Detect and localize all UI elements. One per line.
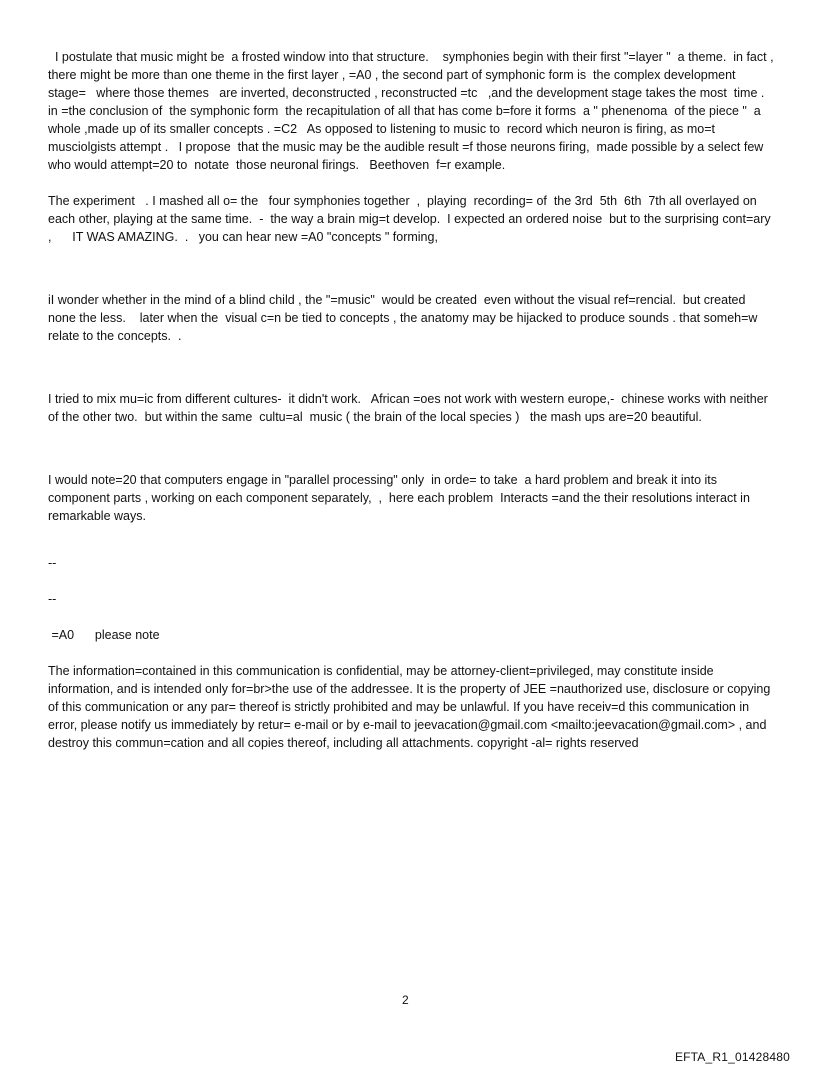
paragraph-blind-child: iI wonder whether in the mind of a blind child , the "=music" would be created even without the visual ref=rencial. but created none the less. later when the visual c=n be tied to concepts , the anatomy may be hijacked to produce sounds . that someh=w relate to the concepts. .: [48, 293, 761, 343]
signature-separator: --: [48, 556, 57, 570]
paragraph-parallel-processing: I would note=20 that computers engage in "parallel processing" only in orde= to take a hard problem and break it into its component parts , working on each component separately, , here each problem Interacts =and the their resolutions interact in remarkable ways.: [48, 473, 754, 523]
note-line: =A0 please note: [48, 628, 160, 642]
paragraph-music-structure: I postulate that music might be a frosted window into that structure. symphonies begin with their first "=layer " a theme. in fact , there might be more than one theme in the first layer , =A0 , the second part of symphonic form is the complex development stage= where those themes are inverted, deconstructed , reconstructed =tc ,and the development stage takes the most time . in =the conclusion of the symphonic form the recapitulation of all that has come b=fore it forms a " phenenoma of the piece " a whole ,made up of its smaller concepts . =C2 As opposed to listening to music to record which neuron is firing, as mo=t musciolgists attempt . I propose that the music may be the audible result =f those neurons firing, made possible by a select few who would attempt=20 to notate those neuronal firings. Beethoven f=r example.: [48, 50, 784, 172]
paragraph-cultures: I tried to mix mu=ic from different cultures- it didn't work. African =oes not work with western europe,- chinese works with neither of the other two. but within the same cultu=al music ( the brain of the local species ) the mash ups are=20 beautiful.: [48, 392, 772, 424]
signature-separator-second: --: [48, 592, 57, 606]
document-id-stamp: EFTA_R1_01428480: [674, 1050, 790, 1064]
paragraph-experiment: The experiment . I mashed all o= the four symphonies together , playing recording= of the 3rd 5th 6th 7th all overlayed on each other, playing at the same time. - the way a brain mig=t develop. I expected an ordered noise but to the surprising cont=ary , IT WAS AMAZING. . you can hear new =A0 "concepts " forming,: [48, 194, 775, 244]
page-number: 2: [402, 993, 409, 1007]
email-body: [48, 48, 784, 752]
confidentiality-notice: The information=contained in this communication is confidential, may be attorney-client=privileged, may constitute inside information, and is intended only for=br>the use of the addressee. It is the property of JEE =nauthorized use, disclosure or copying of this communication or any par= thereof is strictly prohibited and may be unlawful. If you have receiv=d this communication in error, please notify us immediately by retur= e-mail or by e-mail to jeevacation@gmail.com <mailto:jeevacation@gmail.com> , and destroy this commun=cation and all copies thereof, including all attachments. copyright -al= rights reserved: [48, 664, 774, 750]
